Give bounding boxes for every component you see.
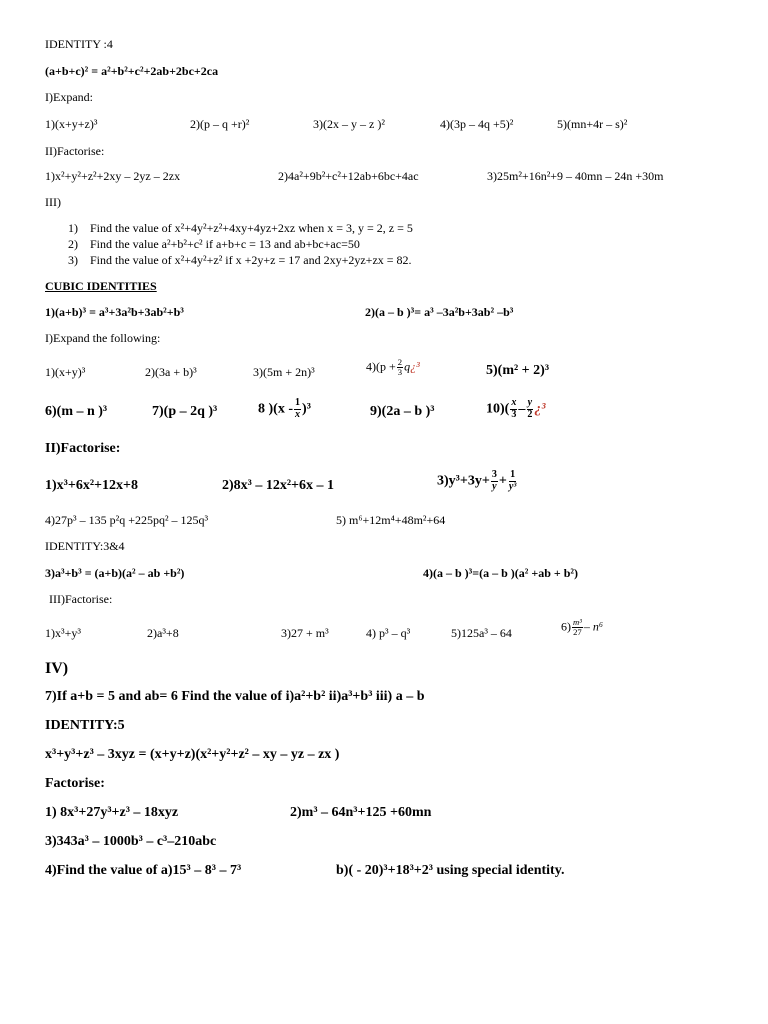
identity34-item-5: 5)125a³ – 64	[451, 626, 512, 640]
identity34-item-3: 3)27 + m³	[281, 626, 329, 640]
fraction: $\frac{2}{3}$	[397, 357, 403, 378]
section4-heading: IV)	[45, 660, 69, 677]
cubic-expand-10: 10)( $\frac{x}{3}$ – $\frac{y}{2}$ ¿³	[486, 397, 546, 420]
identity5-factorise-2: 2)m³ – 64n³+125 +60mn	[290, 805, 432, 820]
question-7: 7)If a+b = 5 and ab= 6 Find the value of i)a²+b² ii)a³+b³ iii) a – b	[45, 689, 425, 704]
identity3-formula: 3)a³+b³ = (a+b)(a² – ab +b²)	[45, 566, 185, 580]
cubic-expand-2: 2)(3a + b)³	[145, 365, 197, 379]
fraction: $\frac{3}{y}$	[491, 469, 497, 492]
cubic-factorise-2: 2)8x³ – 12x²+6x – 1	[222, 478, 335, 493]
expand-item-3: 3)(2x – y – z )²	[313, 117, 385, 131]
identity4b-formula: 4)(a – b )³=(a – b )(a² +ab + b²)	[423, 566, 578, 580]
cubic-expand-3: 3)(5m + 2n)³	[253, 365, 315, 379]
identity34-title: IDENTITY:3&4	[45, 539, 125, 553]
cubic-expand-6: 6)(m – n )³	[45, 404, 108, 419]
cubic-expand-5: 5)(m² + 2)³	[486, 363, 550, 378]
identity34-factorise-heading: III)Factorise:	[49, 592, 113, 606]
cubic-expand-1: 1)(x+y)³	[45, 365, 86, 379]
cubic-expand-heading: I)Expand the following:	[45, 331, 161, 345]
identity34-item-2: 2)a³+8	[147, 626, 179, 640]
section3-heading: III)	[45, 195, 61, 209]
expand-heading: I)Expand:	[45, 90, 93, 104]
identity5-factorise-1: 1) 8x³+27y³+z³ – 18xyz	[45, 805, 179, 820]
cubic-factorise-5: 5) m⁶+12m⁴+48m²+64	[336, 513, 446, 527]
fraction: $\frac{1}{x}$	[295, 397, 301, 420]
cubic-expand-4: 4)(p + $\frac{2}{3}$ q¿³	[366, 357, 420, 378]
cubic-title: CUBIC IDENTITIES	[45, 279, 157, 293]
factorise-item-3: 3)25m²+16n²+9 – 40mn – 24n +30m	[487, 169, 664, 183]
cubic-factorise-1: 1)x³+6x²+12x+8	[45, 478, 138, 493]
identity4-formula: (a+b+c)² = a²+b²+c²+2ab+2bc+2ca	[45, 64, 219, 78]
find-item-1: 1) Find the value of x²+4y²+z²+4xy+4yz+2xz when x = 3, y = 2, z = 5	[68, 221, 413, 235]
expand-item-4: 4)(3p – 4q +5)²	[440, 117, 514, 131]
expand-item-5: 5)(mn+4r – s)²	[557, 117, 628, 131]
identity4-title: IDENTITY :4	[45, 37, 113, 51]
expand-item-2: 2)(p – q +r)²	[190, 117, 250, 131]
cubic-expand-9: 9)(2a – b )³	[370, 404, 435, 419]
factorise-heading: II)Factorise:	[45, 144, 105, 158]
factorise-item-1: 1)x²+y²+z²+2xy – 2yz – 2zx	[45, 169, 181, 183]
factorise-item-2: 2)4a²+9b²+c²+12ab+6bc+4ac	[278, 169, 419, 183]
cubic-expand-7: 7)(p – 2q )³	[152, 404, 218, 419]
find-item-2: 2) Find the value a²+b²+c² if a+b+c = 13 and ab+bc+ac=50	[68, 237, 360, 251]
cubic-expand-8: 8 )(x - $\frac{1}{x}$ )³	[258, 397, 311, 420]
identity5-formula: x³+y³+z³ – 3xyz = (x+y+z)(x²+y²+z² – xy – yz – zx )	[45, 747, 340, 762]
expand-item-1: 1)(x+y+z)³	[45, 117, 98, 131]
identity5-question-4b: b)( - 20)³+18³+2³ using special identity.	[336, 863, 565, 878]
cubic-formula-2: 2)(a – b )³= a³ –3a²b+3ab² –b³	[365, 305, 514, 319]
cubic-factorise-heading: II)Factorise:	[45, 441, 121, 456]
fraction: $\frac{y}{2}$	[527, 397, 533, 420]
identity5-title: IDENTITY:5	[45, 718, 125, 733]
identity34-item-4: 4) p³ – q³	[366, 626, 411, 640]
identity34-item-6: 6) $\frac{\text{m³}}{27}$ – n⁶	[561, 617, 603, 638]
fraction: $\frac{\text{m³}}{27}$	[573, 617, 582, 638]
fraction: $\frac{1}{\text{y³}}$	[508, 469, 517, 492]
identity5-factorise-3: 3)343a³ – 1000b³ – c³–210abc	[45, 834, 217, 849]
identity5-factorise-heading: Factorise:	[45, 776, 105, 791]
identity5-question-4a: 4)Find the value of a)15³ – 8³ – 7³	[45, 863, 242, 878]
cubic-factorise-3: 3)y³+3y+ $\frac{3}{y}$ + $\frac{1}{\text{y³}}$	[437, 469, 517, 492]
cubic-formula-1: 1)(a+b)³ = a³+3a²b+3ab²+b³	[45, 305, 184, 319]
find-item-3: 3) Find the value of x²+4y²+z² if x +2y+z = 17 and 2xy+2yz+zx = 82.	[68, 253, 412, 267]
cubic-factorise-4: 4)27p³ – 135 p²q +225pq² – 125q³	[45, 513, 209, 527]
fraction: $\frac{x}{3}$	[511, 397, 517, 420]
identity34-item-1: 1)x³+y³	[45, 626, 81, 640]
